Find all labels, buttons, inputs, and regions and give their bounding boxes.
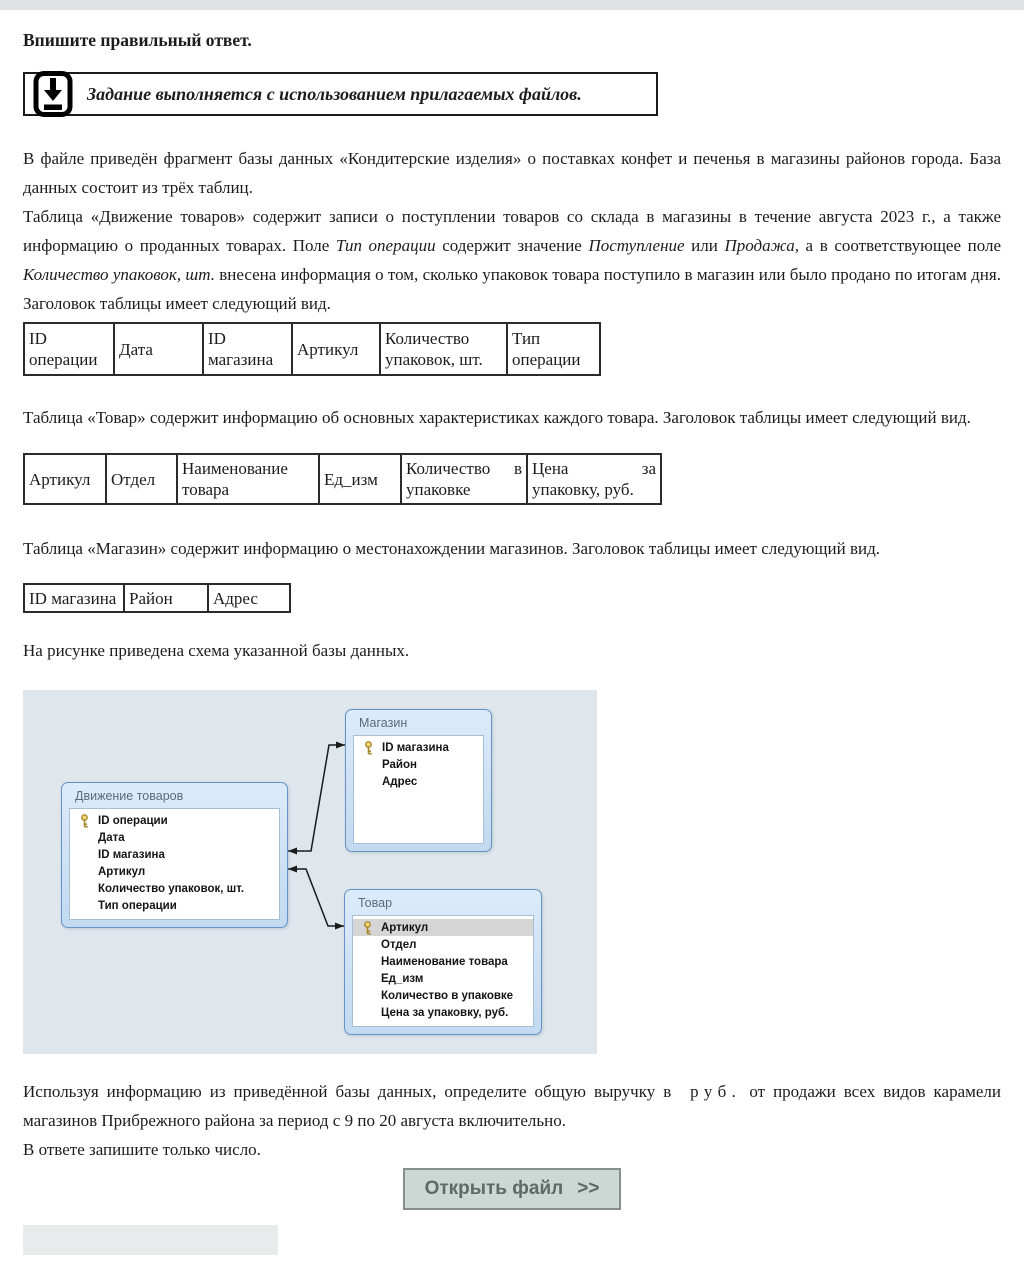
qty-prep: в xyxy=(513,459,522,478)
col-id-operation: ID операции xyxy=(24,323,114,375)
button-row xyxy=(23,1168,1001,1210)
task-page xyxy=(0,30,1024,1255)
col-unit: Ед_изм xyxy=(319,454,401,504)
paragraph-answer-hint xyxy=(23,1135,1001,1164)
paragraph-shop xyxy=(23,534,1001,563)
schema-table-movement xyxy=(61,782,288,928)
field-name: ID магазина xyxy=(382,741,449,754)
schema-table-product xyxy=(344,889,542,1035)
field-row xyxy=(353,1004,533,1021)
key-icon xyxy=(363,741,382,755)
paragraph-product xyxy=(23,403,1001,432)
key-icon xyxy=(79,814,98,828)
p2-text-3: или xyxy=(684,236,725,255)
paragraph-schema xyxy=(23,636,1001,665)
download-icon xyxy=(33,71,73,117)
col-qty-per-pack xyxy=(401,454,527,504)
p2-text-4: , а в соответствующее поле xyxy=(794,236,1002,255)
field-row xyxy=(353,936,533,953)
p2-italic-postuplenie: Поступление xyxy=(588,236,685,255)
field-name: Отдел xyxy=(381,938,417,951)
col-operation-type: Тип операции xyxy=(507,323,600,375)
field-name: Цена за упаковку, руб. xyxy=(381,1006,509,1019)
col-date: Дата xyxy=(114,323,203,375)
p3-text: Таблица «Товар» содержит информацию об основных характеристиках каждого товара. Заголовок таблицы имеет следующий вид. xyxy=(23,408,971,427)
field-row xyxy=(353,953,533,970)
intro-text: В файле приведён фрагмент базы данных «Кондитерские изделия» о поставках конфет и печенья в магазины районов города. База данных состоит из трёх таблиц. xyxy=(23,149,1001,197)
top-bar xyxy=(0,0,1024,10)
p2-text-2: содержит значение xyxy=(435,236,589,255)
field-name: Район xyxy=(382,758,417,771)
p4-text: Таблица «Магазин» содержит информацию о местонахождении магазинов. Заголовок таблицы имеет следующий вид. xyxy=(23,539,880,558)
price-line2: упаковку, руб. xyxy=(532,480,634,499)
price-word: Цена xyxy=(532,459,569,478)
field-name: Количество в упаковке xyxy=(381,989,514,1002)
field-name: Наименование товара xyxy=(381,955,508,968)
field-name: Дата xyxy=(98,831,125,844)
schema-table-shop xyxy=(345,709,492,852)
col-product-name: Наименование товара xyxy=(177,454,319,504)
table-row xyxy=(24,454,661,504)
price-prep: за xyxy=(641,459,656,478)
schema-table-title: Движение товаров xyxy=(75,789,184,803)
field-row xyxy=(70,846,279,863)
field-row xyxy=(354,739,483,756)
field-row xyxy=(354,756,483,773)
field-name: Ед_изм xyxy=(381,972,424,985)
p2-text-1: Таблица «Движение товаров» содержит записи о поступлении товаров со склада в магазины в течение августа 2023 г., а также информацию о проданных товарах. Поле xyxy=(23,207,1001,255)
field-row xyxy=(354,773,483,790)
field-row xyxy=(70,897,279,914)
col-article: Артикул xyxy=(24,454,106,504)
open-file-label: Открыть файл xyxy=(424,1178,564,1199)
table-row xyxy=(24,323,600,375)
field-row xyxy=(70,863,279,880)
page-title: Впишите правильный ответ. xyxy=(23,30,252,50)
col-price-per-pack xyxy=(527,454,661,504)
col-article: Артикул xyxy=(292,323,380,375)
task-text-1: Используя информацию из приведённой базы данных, определите общую выручку xyxy=(23,1082,664,1101)
key-icon xyxy=(362,921,381,935)
field-row xyxy=(353,970,533,987)
table-row xyxy=(24,584,290,612)
task-rub-spaced: в руб. xyxy=(663,1082,742,1101)
field-row-highlighted xyxy=(353,919,533,936)
field-row xyxy=(70,880,279,897)
field-name: Артикул xyxy=(98,865,146,878)
field-name: Количество упаковок, шт. xyxy=(98,882,245,895)
col-department: Отдел xyxy=(106,454,177,504)
schema-table-title: Магазин xyxy=(359,716,408,730)
p7-text: В ответе запишите только число. xyxy=(23,1140,261,1159)
product-table-header xyxy=(23,453,662,505)
answer-input[interactable] xyxy=(23,1225,278,1255)
qty-word: Количество xyxy=(406,459,491,478)
qty-line2: упаковке xyxy=(406,480,471,499)
task-text-2: от продажи всех видов карамели магазинов Прибрежного района за период с 9 по 20 августа включительно. xyxy=(23,1082,1001,1130)
p2-italic-prodazha: Продажа xyxy=(724,236,795,255)
col-district: Район xyxy=(124,584,208,612)
open-file-button[interactable] xyxy=(403,1168,622,1210)
db-schema-diagram xyxy=(23,690,597,1054)
col-address: Адрес xyxy=(208,584,290,612)
col-id-shop: ID магазина xyxy=(203,323,292,375)
paragraph-task xyxy=(23,1077,1001,1135)
field-name: Артикул xyxy=(381,921,429,934)
field-name: Тип операции xyxy=(98,899,177,912)
field-row xyxy=(353,987,533,1004)
attachment-notice xyxy=(23,72,658,116)
field-name: Адрес xyxy=(382,775,418,788)
field-name: ID операции xyxy=(98,814,168,827)
paragraph-intro xyxy=(23,144,1001,202)
field-row xyxy=(70,812,279,829)
open-file-arrows-icon: >> xyxy=(577,1178,600,1199)
attachment-notice-text: Задание выполняется с использованием прилагаемых файлов. xyxy=(87,83,582,104)
p5-text: На рисунке приведена схема указанной базы данных. xyxy=(23,641,410,660)
field-name: ID магазина xyxy=(98,848,165,861)
p2-italic-field-type: Тип операции xyxy=(335,236,436,255)
schema-table-title: Товар xyxy=(358,896,393,910)
movement-table-header xyxy=(23,322,601,376)
p2-italic-quantity: Количество упаковок, шт. xyxy=(23,265,215,284)
col-pack-count: Количество упаковок, шт. xyxy=(380,323,507,375)
p2-text-5: внесена информация о том, сколько упаковок товара поступило в магазин или было продано по итогам дня. Заголовок таблицы имеет следующий вид. xyxy=(23,265,1001,313)
paragraph-movement xyxy=(23,202,1001,318)
shop-table-header xyxy=(23,583,291,613)
field-row xyxy=(70,829,279,846)
col-id-shop: ID магазина xyxy=(24,584,124,612)
